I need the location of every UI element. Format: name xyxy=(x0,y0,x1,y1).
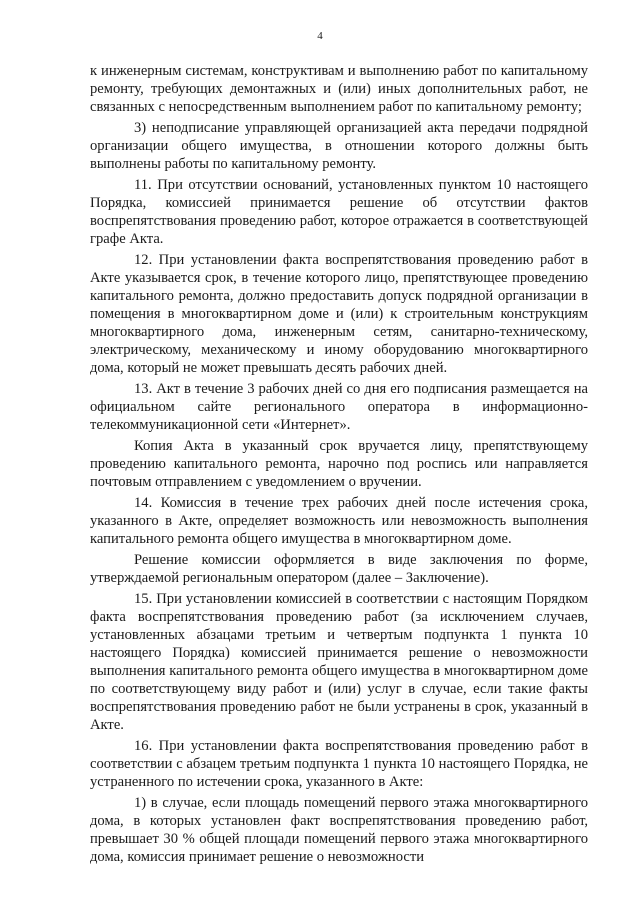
paragraph: Копия Акта в указанный срок вручается лицу, препятствующему проведению капитального ремонта, нарочно под роспись или направляется почтовым отправлением с уведомлением о вручении. xyxy=(90,438,588,490)
paragraph: к инженерным системам, конструктивам и выполнению работ по капитальному ремонту, требующих демонтажных и (или) иных дополнительных работ, не связанных с непосредственным выполнением работ по капитальному ремонту; xyxy=(90,63,588,115)
paragraph: Решение комиссии оформляется в виде заключения по форме, утверждаемой региональным оператором (далее – Заключение). xyxy=(90,552,588,586)
paragraph: 11. При отсутствии оснований, установленных пунктом 10 настоящего Порядка, комиссией принимается решение об отсутствии фактов воспрепятствования проведению работ, которое отражается в соответствующей графе Акта. xyxy=(90,177,588,247)
document-body xyxy=(90,62,588,869)
paragraph: 1) в случае, если площадь помещений первого этажа многоквартирного дома, в которых установлен факт воспрепятствования проведению работ, превышает 30 % общей площади помещений первого этажа многоквартирного дома, комиссия принимает решение о невозможности xyxy=(90,795,588,865)
paragraph: 13. Акт в течение 3 рабочих дней со дня его подписания размещается на официальном сайте регионального оператора в информационно-телекоммуникационной сети «Интернет». xyxy=(90,381,588,433)
paragraph: 3) неподписание управляющей организацией акта передачи подрядной организации общего имущества, в отношении которого должны быть выполнены работы по капитальному ремонту. xyxy=(90,120,588,172)
paragraph: 15. При установлении комиссией в соответствии с настоящим Порядком факта воспрепятствования проведению работ (за исключением случаев, установленных абзацами третьим и четвертым подпункта 1 пункта 10 настоящего Порядка) комиссией принимается решение о невозможности выполнения капитального ремонта общего имущества в многоквартирном доме по соответствующему виду работ и (или) услуг в случае, если такие факты воспрепятствования проведению работ не были устранены в срок, указанный в Акте. xyxy=(90,591,588,733)
page-number: 4 xyxy=(317,30,323,42)
paragraph: 12. При установлении факта воспрепятствования проведению работ в Акте указывается срок, в течение которого лицо, препятствующее проведению капитального ремонта, должно предоставить допуск подрядной организации в помещения в многоквартирном доме и (или) к строительным конструкциям многоквартирного дома, инженерным сетям, санитарно-техническому, электрическому, механическому и иному оборудованию многоквартирного дома, который не может превышать десять рабочих дней. xyxy=(90,252,588,376)
paragraph: 16. При установлении факта воспрепятствования проведению работ в соответствии с абзацем третьим подпункта 1 пункта 10 настоящего Порядка, не устраненного по истечении срока, указанного в Акте: xyxy=(90,738,588,790)
paragraph: 14. Комиссия в течение трех рабочих дней после истечения срока, указанного в Акте, определяет возможность или невозможность выполнения капитального ремонта общего имущества в многоквартирном доме. xyxy=(90,495,588,547)
